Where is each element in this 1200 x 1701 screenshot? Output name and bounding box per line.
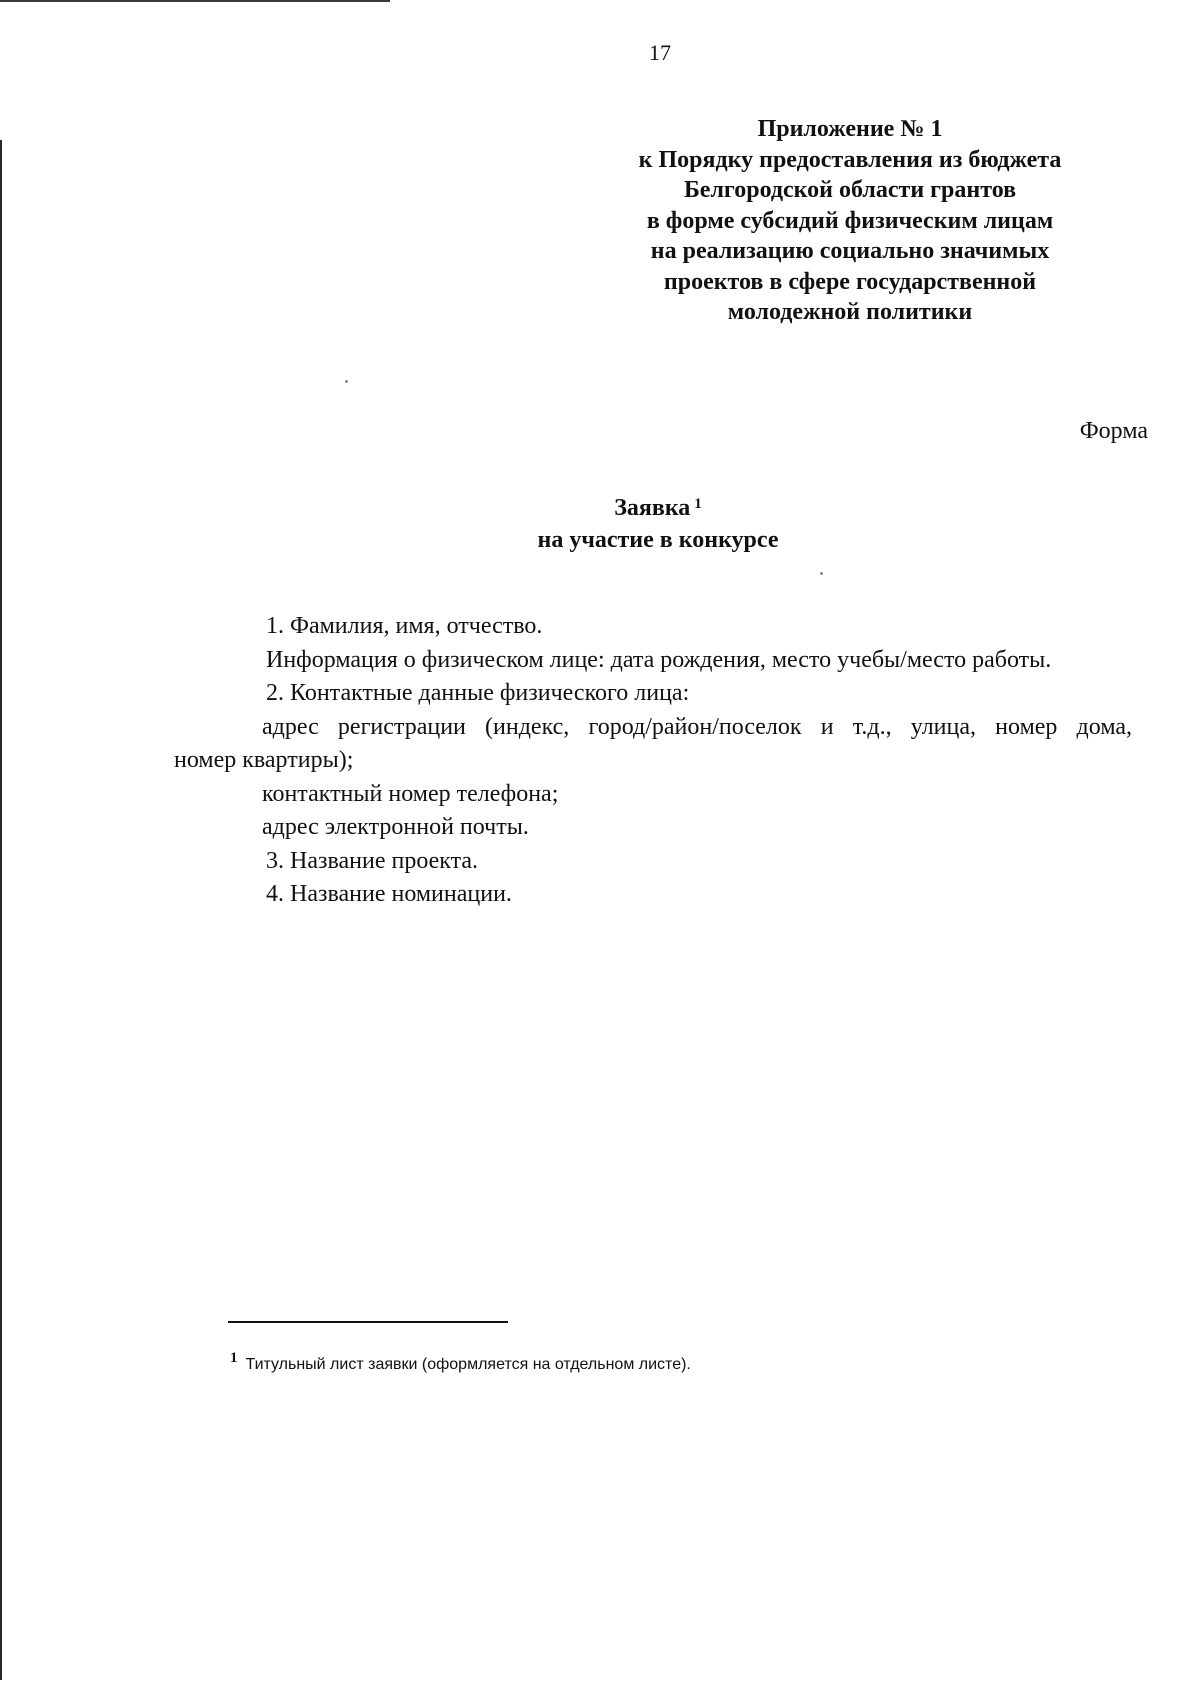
title-footnote-mark: 1 — [694, 496, 702, 512]
appendix-line: на реализацию социально значимых — [650, 238, 1050, 264]
email-line: адрес электронной почты. — [262, 814, 529, 840]
footnote-mark: 1 — [230, 1350, 238, 1366]
scan-speck — [345, 380, 348, 383]
appendix-header — [590, 114, 1110, 328]
item-3: 3. Название проекта. — [266, 847, 479, 874]
footnote-text: Титульный лист заявки (оформляется на отдельном листе). — [245, 1356, 691, 1373]
form-body — [174, 610, 1132, 912]
appendix-line: Приложение № 1 — [757, 116, 943, 142]
document-title — [0, 492, 1200, 556]
title-line-2: на участие в конкурсе — [537, 527, 779, 553]
phone-line: контактный номер телефона; — [262, 780, 559, 807]
address-line-2: номер квартиры); — [174, 747, 354, 773]
item-info: Информация о физическом лице: дата рождения, место учебы/место работы. — [266, 646, 1052, 673]
title-word: Заявка — [614, 495, 691, 521]
title-line-1 — [0, 492, 1200, 524]
appendix-line: к Порядку предоставления из бюджета — [638, 146, 1062, 173]
scan-edge-left — [0, 140, 2, 1680]
scan-speck — [820, 572, 823, 575]
appendix-line: Белгородской области грантов — [683, 177, 1017, 203]
item-2: 2. Контактные данные физического лица: — [266, 680, 690, 706]
footnote — [230, 1350, 691, 1374]
page-number: 17 — [649, 40, 671, 65]
item-1: 1. Фамилия, имя, отчество. — [266, 613, 543, 639]
appendix-line: в форме субсидий физическим лицам — [646, 207, 1054, 234]
scan-edge-top — [0, 0, 390, 2]
footnote-separator — [228, 1321, 508, 1323]
appendix-line: проектов в сфере государственной — [663, 268, 1037, 295]
address-line-1: адрес регистрации (индекс, город/район/поселок и т.д., улица, номер дома, — [262, 713, 1132, 740]
appendix-line: молодежной политики — [727, 299, 973, 325]
form-label: Форма — [1079, 418, 1148, 444]
item-4: 4. Название номинации. — [266, 881, 512, 907]
